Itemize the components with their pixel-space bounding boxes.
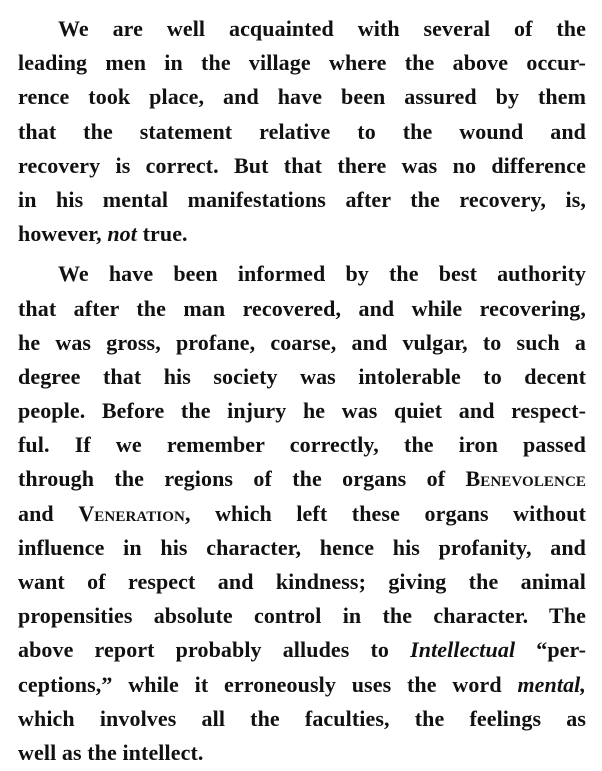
text-run: true. (136, 221, 188, 247)
small-caps-text: Benevolence (465, 466, 586, 492)
text-line: recovery is correct. But that there was no difference (18, 152, 586, 178)
text-line-last: well as the intellect. (18, 739, 204, 765)
text-line: people. Before the injury he was quiet and respect- (18, 398, 586, 424)
text-line: ful. If we remember correctly, the iron passed (18, 432, 586, 458)
text-line: that after the man recovered, and while recovering, (18, 295, 586, 321)
document-page (18, 12, 586, 770)
text-line (18, 668, 586, 702)
text-line: which involves all the faculties, the feelings as (18, 705, 586, 731)
italic-text: mental, (517, 671, 586, 697)
text-line-last (18, 217, 586, 251)
text-run: through the regions of the organs of (18, 466, 466, 492)
text-run: “per- (515, 637, 587, 663)
text-line: degree that his society was intolerable to decent (18, 363, 586, 389)
text-line: We are well acquainted with several of the (58, 16, 586, 41)
italic-text: not (107, 221, 137, 247)
text-line: We have been informed by the best authority (58, 261, 586, 287)
small-caps-text: Veneration (78, 500, 185, 526)
text-line (18, 497, 586, 531)
text-line (18, 462, 586, 496)
paragraph-1 (18, 12, 586, 251)
text-run: above report probably alludes to (18, 637, 411, 663)
text-run: , which left these organs without (184, 500, 587, 526)
text-run: however, (18, 221, 108, 247)
text-line: leading men in the village where the above occur- (18, 50, 586, 76)
text-line: in his mental manifestations after the recovery, is, (18, 186, 586, 212)
text-run: ceptions,” while it erroneously uses the word (18, 671, 518, 697)
text-line: influence in his character, hence his profanity, and (18, 534, 586, 560)
text-line (18, 633, 586, 667)
text-line: that the statement relative to the wound and (18, 118, 586, 144)
paragraph-2 (18, 257, 586, 770)
text-line: want of respect and kindness; giving the animal (18, 569, 586, 594)
text-run: and (18, 500, 79, 526)
italic-text: Intellectual (410, 637, 516, 663)
text-line: he was gross, profane, coarse, and vulgar, to such a (18, 329, 586, 355)
text-line: propensities absolute control in the character. The (18, 603, 586, 629)
text-line: rence took place, and have been assured by them (18, 84, 586, 110)
